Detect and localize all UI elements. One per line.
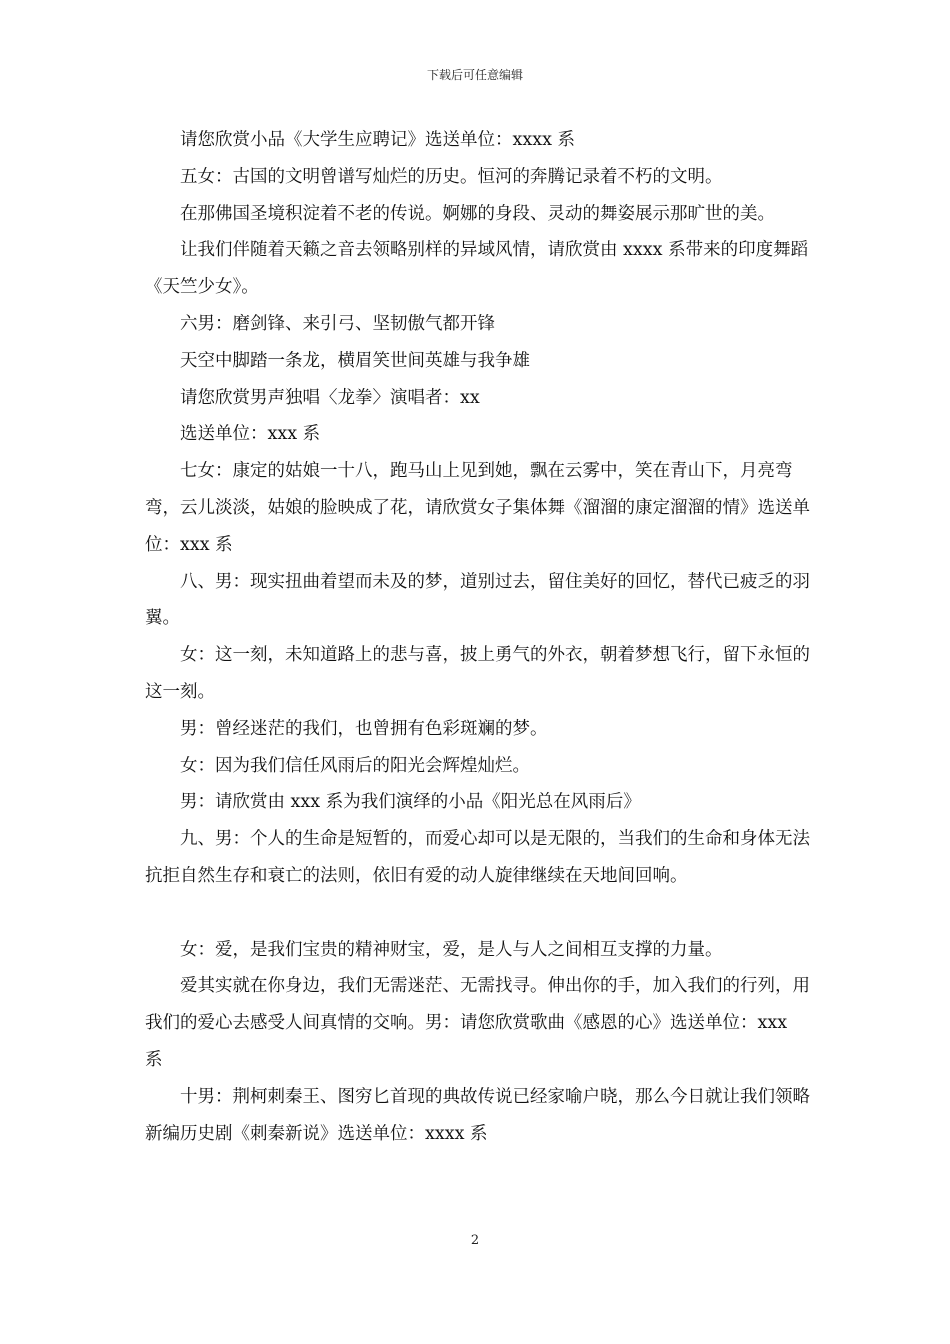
paragraph: 女：因为我们信任风雨后的阳光会辉煌灿烂。 <box>180 755 530 776</box>
paragraph: 男：曾经迷茫的我们，也曾拥有色彩斑斓的梦。 <box>180 718 548 739</box>
paragraph: 九、男：个人的生命是短暂的，而爱心却可以是无限的，当我们的生命和身体无法抗拒自然生存和衰亡的法则，依旧有爱的动人旋律继续在天地间回响。 <box>145 829 810 886</box>
paragraph: 天空中脚踏一条龙，横眉笑世间英雄与我争雄 <box>180 350 530 371</box>
paragraph: 男：请欣赏由 xxx 系为我们演绎的小品《阳光总在风雨后》 <box>180 792 641 813</box>
paragraph: 十男：荆柯刺秦王、图穷匕首现的典故传说已经家喻户晓，那么今日就让我们领略新编历史剧《刺秦新说》选送单位：xxxx 系 <box>145 1086 810 1144</box>
page-header: 下载后可任意编辑 <box>426 68 523 82</box>
paragraph: 八、男：现实扭曲着望而未及的梦，道别过去，留住美好的回忆，替代已疲乏的羽翼。 <box>145 571 810 629</box>
paragraph: 女：这一刻，未知道路上的悲与喜，披上勇气的外衣，朝着梦想飞行，留下永恒的这一刻。 <box>145 645 810 702</box>
paragraph: 在那佛国圣境积淀着不老的传说。婀娜的身段、灵动的舞姿展示那旷世的美。 <box>180 203 775 224</box>
blank-line <box>145 895 810 932</box>
page-number: 2 <box>470 1233 480 1248</box>
paragraph: 让我们伴随着天籁之音去领略别样的异域风情，请欣赏由 xxxx 系带来的印度舞蹈《天竺少女》。 <box>145 240 809 298</box>
paragraph: 六男：磨剑锋、来引弓、坚韧傲气都开锋 <box>180 313 495 334</box>
paragraph: 七女：康定的姑娘一十八，跑马山上见到她，飘在云雾中，笑在青山下，月亮弯弯，云儿淡淡，姑娘的脸映成了花，请欣赏女子集体舞《溜溜的康定溜溜的情》选送单位：xxx 系 <box>145 461 810 555</box>
document-body <box>145 122 810 1152</box>
paragraph: 请您欣赏小品《大学生应聘记》选送单位：xxxx 系 <box>180 130 576 150</box>
paragraph: 请您欣赏男声独唱〈龙拳〉演唱者：xx <box>180 387 480 408</box>
paragraph: 五女：古国的文明曾谱写灿烂的历史。恒河的奔腾记录着不朽的文明。 <box>180 166 723 187</box>
paragraph: 爱其实就在你身边，我们无需迷茫、无需找寻。伸出你的手，加入我们的行列，用我们的爱心去感受人间真情的交响。男：请您欣赏歌曲《感恩的心》选送单位：xxx 系 <box>145 976 810 1070</box>
paragraph: 选送单位：xxx 系 <box>180 424 321 445</box>
paragraph: 女：爱，是我们宝贵的精神财宝，爱，是人与人之间相互支撑的力量。 <box>180 939 723 960</box>
